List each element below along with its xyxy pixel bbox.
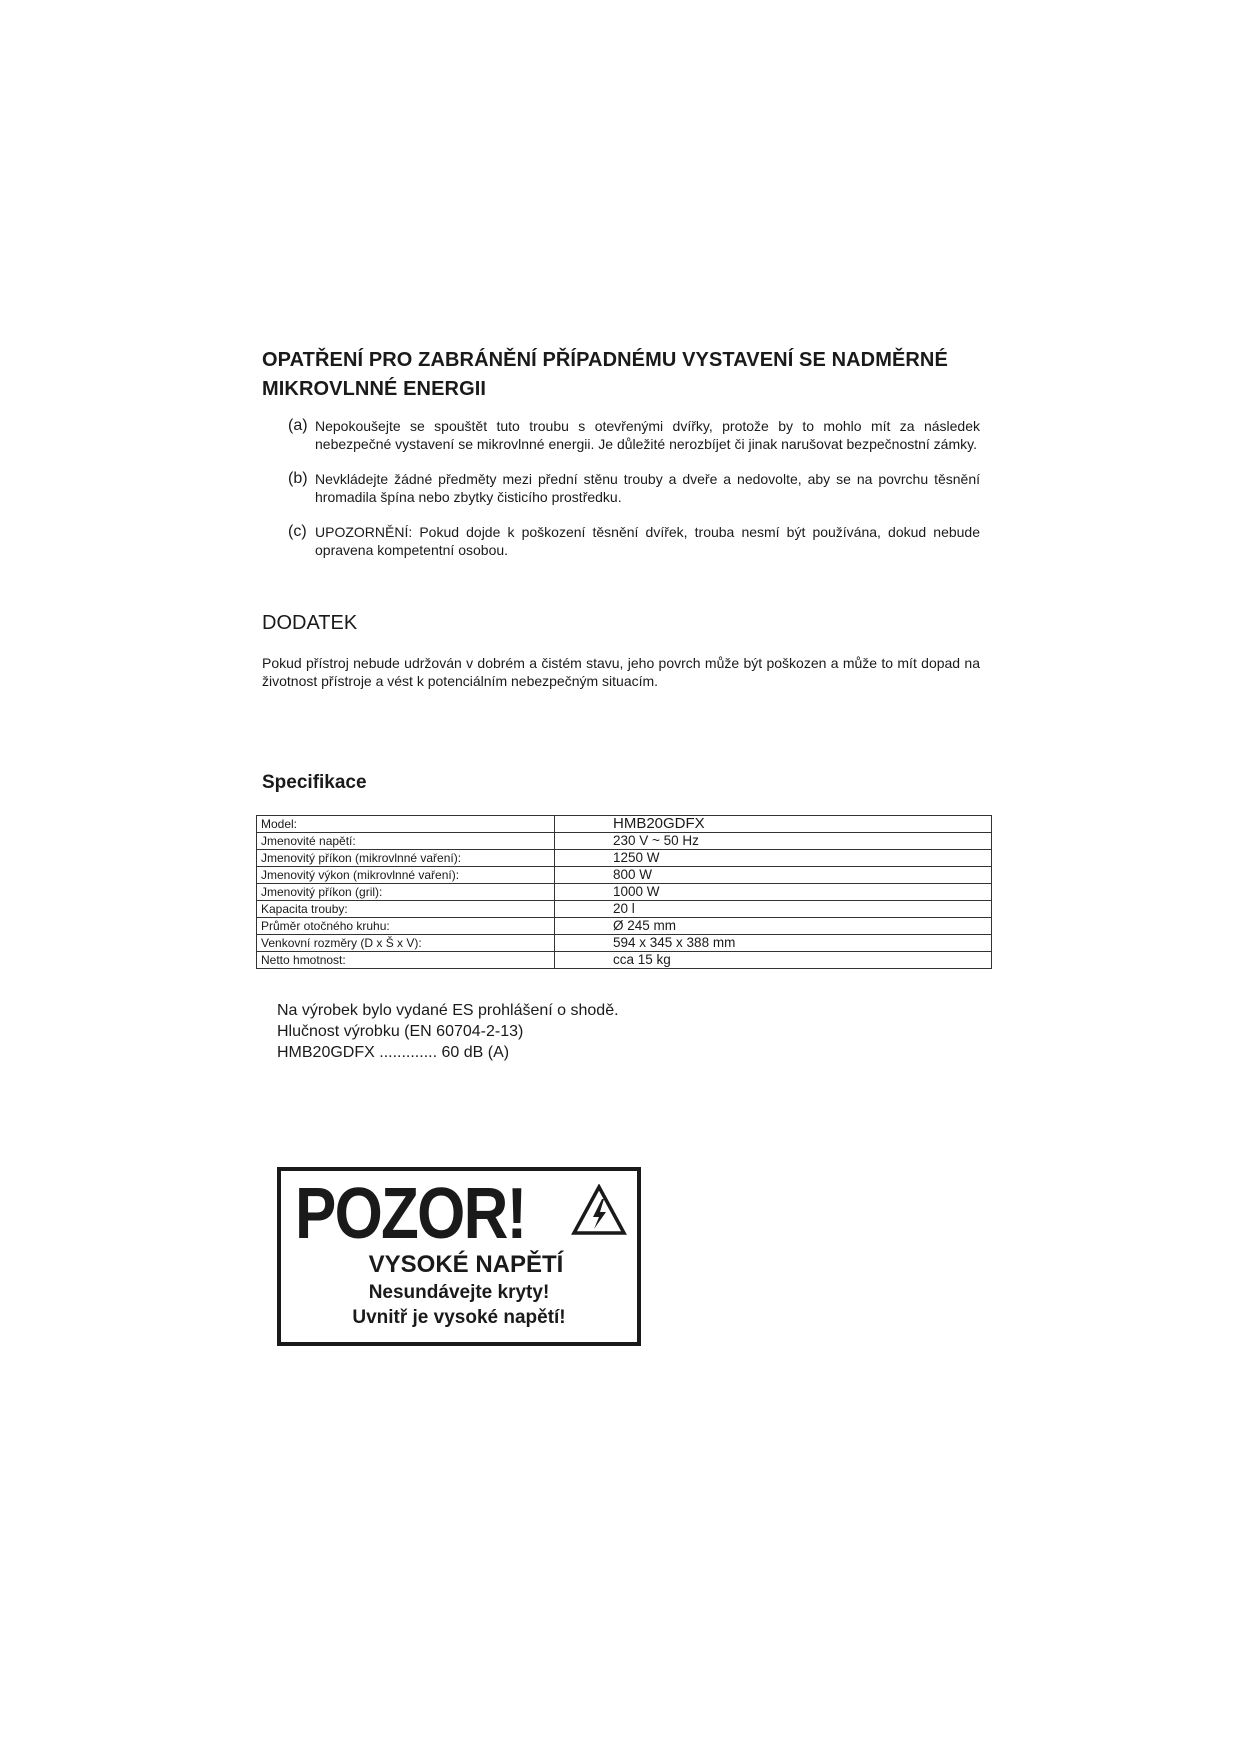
spec-label: Venkovní rozměry (D x Š x V): <box>257 935 555 952</box>
list-marker: (b) <box>288 470 308 487</box>
precaution-text: Nevkládejte žádné předměty mezi přední stěnu trouby a dveře a nedovolte, aby se na povrchu těsnění hromadila špína nebo zbytky čisticího prostředku. <box>315 471 980 505</box>
precaution-text: UPOZORNĚNÍ: Pokud dojde k poškození těsnění dvířek, trouba nesmí být používána, dokud nebude opravena kompetentní osobou. <box>315 524 980 558</box>
spec-value: 1000 W <box>555 884 992 901</box>
table-row <box>257 850 992 867</box>
noise-standard: Hlučnost výrobku (EN 60704-2-13) <box>277 1023 524 1040</box>
table-row <box>257 952 992 969</box>
appendix-heading: DODATEK <box>262 612 358 634</box>
warning-headline: POZOR! <box>295 1174 526 1254</box>
table-row <box>257 833 992 850</box>
spec-label: Netto hmotnost: <box>257 952 555 969</box>
warning-line-high-voltage: VYSOKÉ NAPĚTÍ <box>368 1251 564 1278</box>
spec-value: 800 W <box>555 867 992 884</box>
table-row <box>257 884 992 901</box>
spec-label: Model: <box>257 816 555 833</box>
table-row <box>257 901 992 918</box>
table-row <box>257 935 992 952</box>
spec-value: Ø 245 mm <box>555 918 992 935</box>
noise-value: HMB20GDFX ............. 60 dB (A) <box>277 1044 510 1061</box>
spec-label: Průměr otočného kruhu: <box>257 918 555 935</box>
precaution-item-c <box>288 524 980 559</box>
precaution-item-a <box>288 418 980 453</box>
high-voltage-icon <box>571 1184 627 1236</box>
precautions-list <box>288 418 980 577</box>
spec-value: HMB20GDFX <box>555 816 992 833</box>
list-marker: (a) <box>288 417 308 434</box>
precautions-title: OPATŘENÍ PRO ZABRÁNĚNÍ PŘÍPADNÉMU VYSTAVENÍ SE NADMĚRNÉ MIKROVLNNÉ ENERGII <box>262 349 948 400</box>
spec-label: Kapacita trouby: <box>257 901 555 918</box>
spec-value: cca 15 kg <box>555 952 992 969</box>
spec-label: Jmenovité napětí: <box>257 833 555 850</box>
appendix-paragraph: Pokud přístroj nebude udržován v dobrém a čistém stavu, jeho povrch může být poškozen a může to mít dopad na životnost přístroje a vést k potenciálním nebezpečným situacím. <box>262 655 980 689</box>
spec-value: 1250 W <box>555 850 992 867</box>
warning-line-inside: Uvnitř je vysoké napětí! <box>352 1307 566 1328</box>
list-marker: (c) <box>288 523 307 540</box>
specifications-title: Specifikace <box>262 772 367 793</box>
spec-value: 230 V ~ 50 Hz <box>555 833 992 850</box>
conformity-declaration: Na výrobek bylo vydané ES prohlášení o shodě. <box>277 1002 619 1019</box>
table-row <box>257 918 992 935</box>
precaution-item-b <box>288 471 980 506</box>
declarations-block <box>277 1000 619 1063</box>
spec-label: Jmenovitý příkon (gril): <box>257 884 555 901</box>
table-row <box>257 816 992 833</box>
spec-value: 20 l <box>555 901 992 918</box>
warning-sign <box>277 1167 641 1346</box>
spec-label: Jmenovitý příkon (mikrovlnné vaření): <box>257 850 555 867</box>
specifications-table <box>256 815 992 969</box>
table-row <box>257 867 992 884</box>
spec-value: 594 x 345 x 388 mm <box>555 935 992 952</box>
warning-line-covers: Nesundávejte kryty! <box>368 1282 550 1303</box>
spec-label: Jmenovitý výkon (mikrovlnné vaření): <box>257 867 555 884</box>
precaution-text: Nepokoušejte se spouštět tuto troubu s otevřenými dvířky, protože by to mohlo mít za následek nebezpečné vystavení se mikrovlnné energii. Je důležité nerozbíjet či jinak narušovat bezpečnostní zámky. <box>315 418 980 452</box>
